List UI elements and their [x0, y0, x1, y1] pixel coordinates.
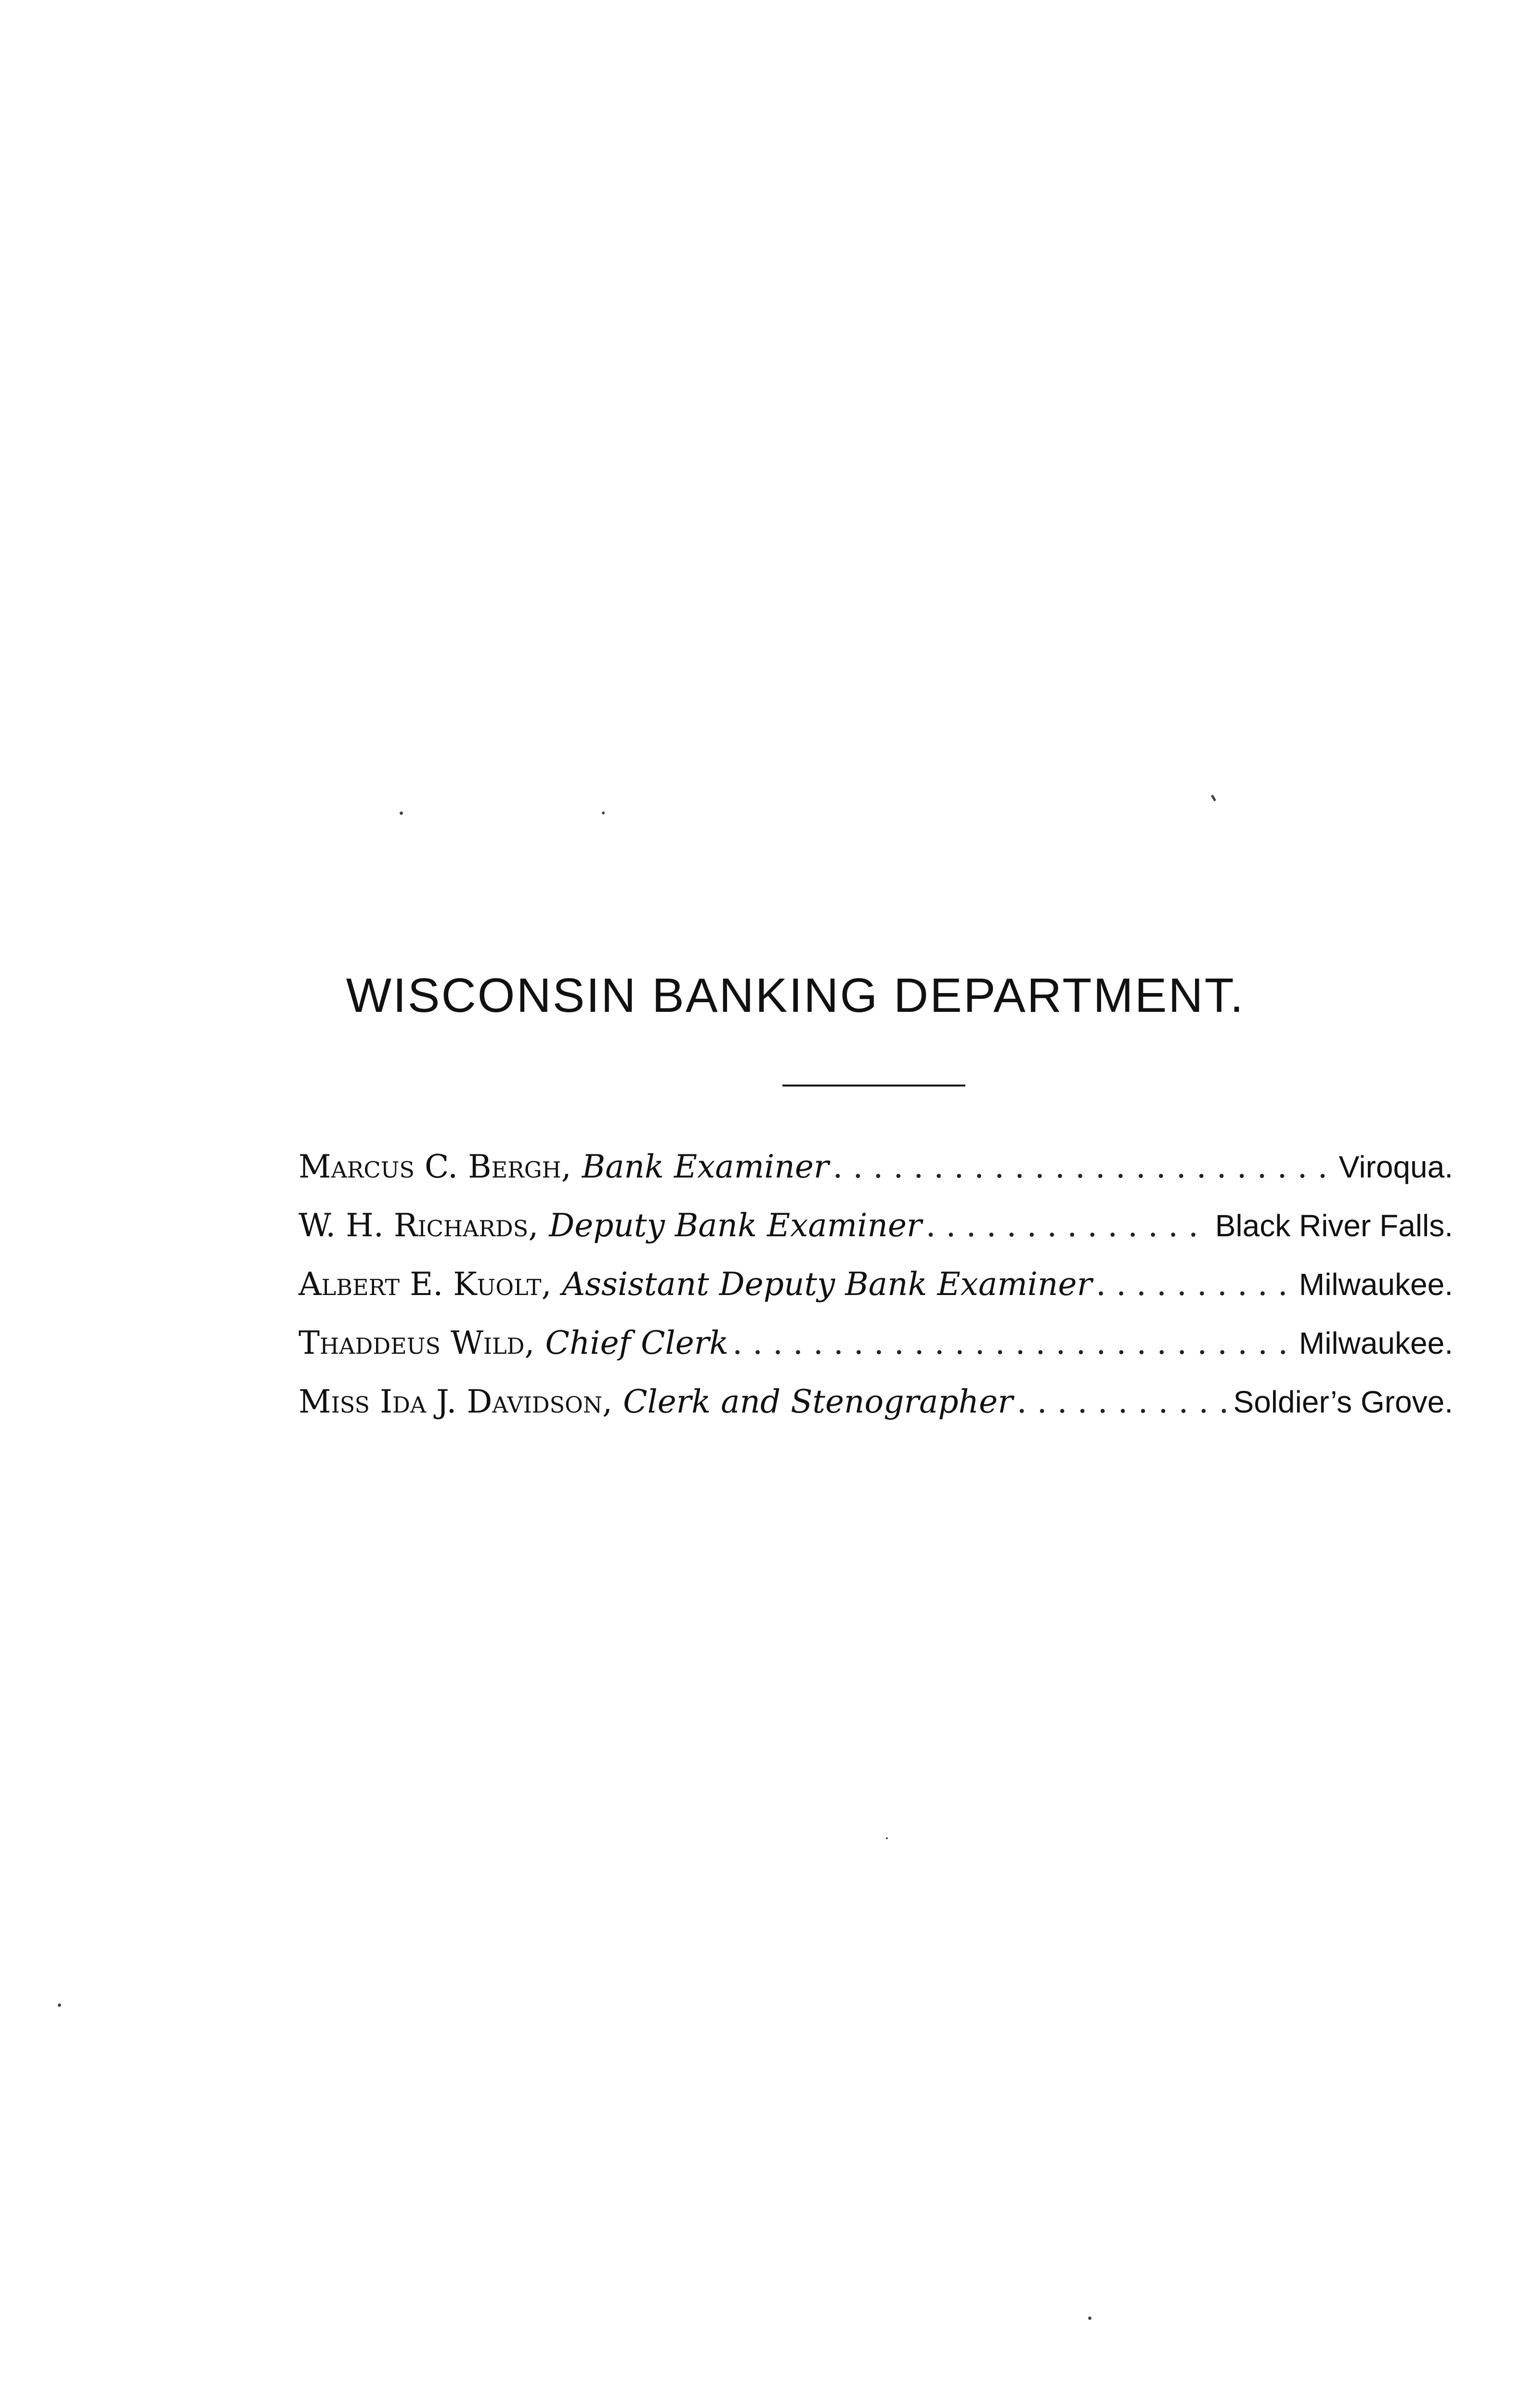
- staff-entry: [299, 1373, 1453, 1431]
- staff-name: Marcus C. Bergh,: [299, 1148, 572, 1185]
- staff-title: Chief Clerk: [545, 1324, 729, 1361]
- scan-speck: [886, 1837, 888, 1839]
- staff-roster: [299, 1138, 1453, 1431]
- staff-location: Soldier’s Grove.: [1233, 1385, 1453, 1419]
- title-rule: [782, 1085, 965, 1086]
- dot-leader: [1096, 1255, 1295, 1314]
- staff-location: Milwaukee.: [1299, 1267, 1453, 1302]
- staff-name: Thaddeus Wild,: [299, 1324, 535, 1361]
- staff-title: Deputy Bank Examiner: [549, 1207, 922, 1244]
- staff-location: Viroqua.: [1338, 1150, 1453, 1184]
- page-title: WISCONSIN BANKING DEPARTMENT.: [346, 968, 1245, 1022]
- staff-title: Bank Examiner: [582, 1148, 829, 1185]
- staff-name: Miss Ida J. Davidson,: [299, 1383, 612, 1420]
- staff-entry: [299, 1314, 1453, 1373]
- staff-name: Albert E. Kuolt,: [299, 1266, 552, 1303]
- staff-title: Clerk and Stenographer: [623, 1383, 1013, 1420]
- staff-location: Black River Falls.: [1215, 1208, 1453, 1243]
- scan-speck: [602, 811, 605, 814]
- dot-leader: [732, 1314, 1295, 1373]
- dot-leader: [1017, 1373, 1230, 1431]
- staff-title: Assistant Deputy Bank Examiner: [562, 1266, 1092, 1303]
- staff-name: W. H. Richards,: [299, 1207, 539, 1244]
- staff-entry: [299, 1196, 1453, 1255]
- scan-speck: [1088, 2316, 1091, 2320]
- staff-entry: [299, 1255, 1453, 1314]
- staff-location: Milwaukee.: [1299, 1326, 1453, 1361]
- dot-leader: [832, 1138, 1335, 1196]
- scan-speck: [58, 2003, 61, 2007]
- scan-speck: [1211, 795, 1216, 802]
- scan-speck: [400, 811, 403, 815]
- dot-leader: [926, 1196, 1211, 1255]
- staff-entry: [299, 1138, 1453, 1196]
